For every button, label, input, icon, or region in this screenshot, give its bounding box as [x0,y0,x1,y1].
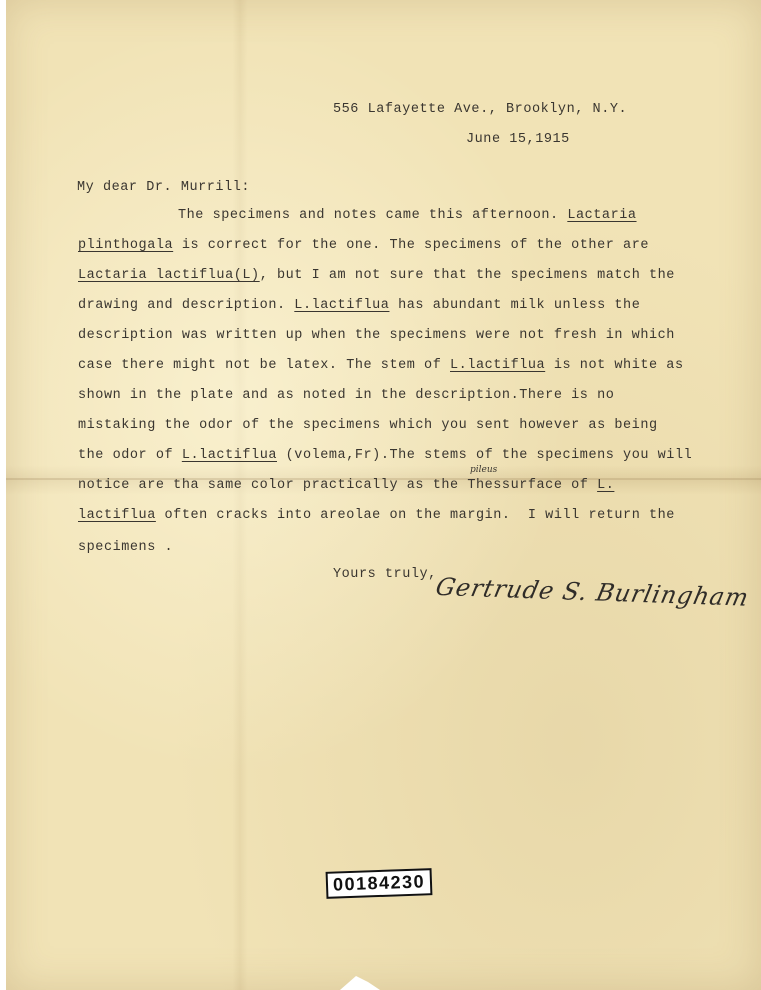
handwritten-insertion: pileus [470,465,498,475]
body-text: often cracks into areolae on the margin. I will return the [155,508,675,523]
species-name: L. [597,478,615,493]
species-name: Lactaria [567,208,637,223]
body-line-3 [78,268,675,283]
body-line-11 [78,508,675,523]
body-text: is correct for the one. The specimens of the other are [173,238,649,253]
sender-address: 556 Lafayette Ave., Brooklyn, N.Y. [333,102,628,117]
handwritten-signature: Gertrude S. Burlingham [433,572,752,612]
body-text: , but I am not sure that the specimens match the [259,268,675,283]
species-name: plinthogala [78,238,174,253]
body-line-5: description was written up when the specimens were not fresh in which [78,328,675,343]
body-text: the odor of [78,448,182,463]
species-name: L.lactiflua [181,448,277,463]
body-text: Thessurface of [467,478,598,493]
body-text: The specimens and notes came this afternoon. [178,208,568,223]
body-text: case there might not be latex. The stem of [78,358,451,373]
species-name: L.lactiflua [294,298,390,313]
letter-date: June 15,1915 [466,132,570,147]
body-line-7: shown in the plate and as noted in the description.There is no [78,388,615,403]
body-line-6 [78,358,684,373]
salutation: My dear Dr. Murrill: [77,180,251,195]
body-line-2 [78,238,649,253]
body-text: drawing and description. [78,298,295,313]
body-line-8: mistaking the odor of the specimens which you sent however as being [78,418,658,433]
body-line-1 [178,208,637,223]
body-line-10 [78,478,614,493]
archive-id-stamp: 00184230 [326,868,433,899]
closing: Yours truly, [333,567,437,582]
body-line-12: specimens . [78,540,174,555]
body-line-9 [78,448,692,463]
body-text: notice are tha same color practically as the [78,478,468,493]
body-line-4 [78,298,640,313]
body-text: is not white as [545,358,684,373]
body-text: (volema,Fr).The stems of the specimens you will [277,448,693,463]
species-name: Lactaria lactiflua(L) [78,268,260,283]
letter-paper [6,0,761,990]
species-name: L.lactiflua [450,358,546,373]
body-text: has abundant milk unless the [389,298,641,313]
species-name: lactiflua [78,508,156,523]
